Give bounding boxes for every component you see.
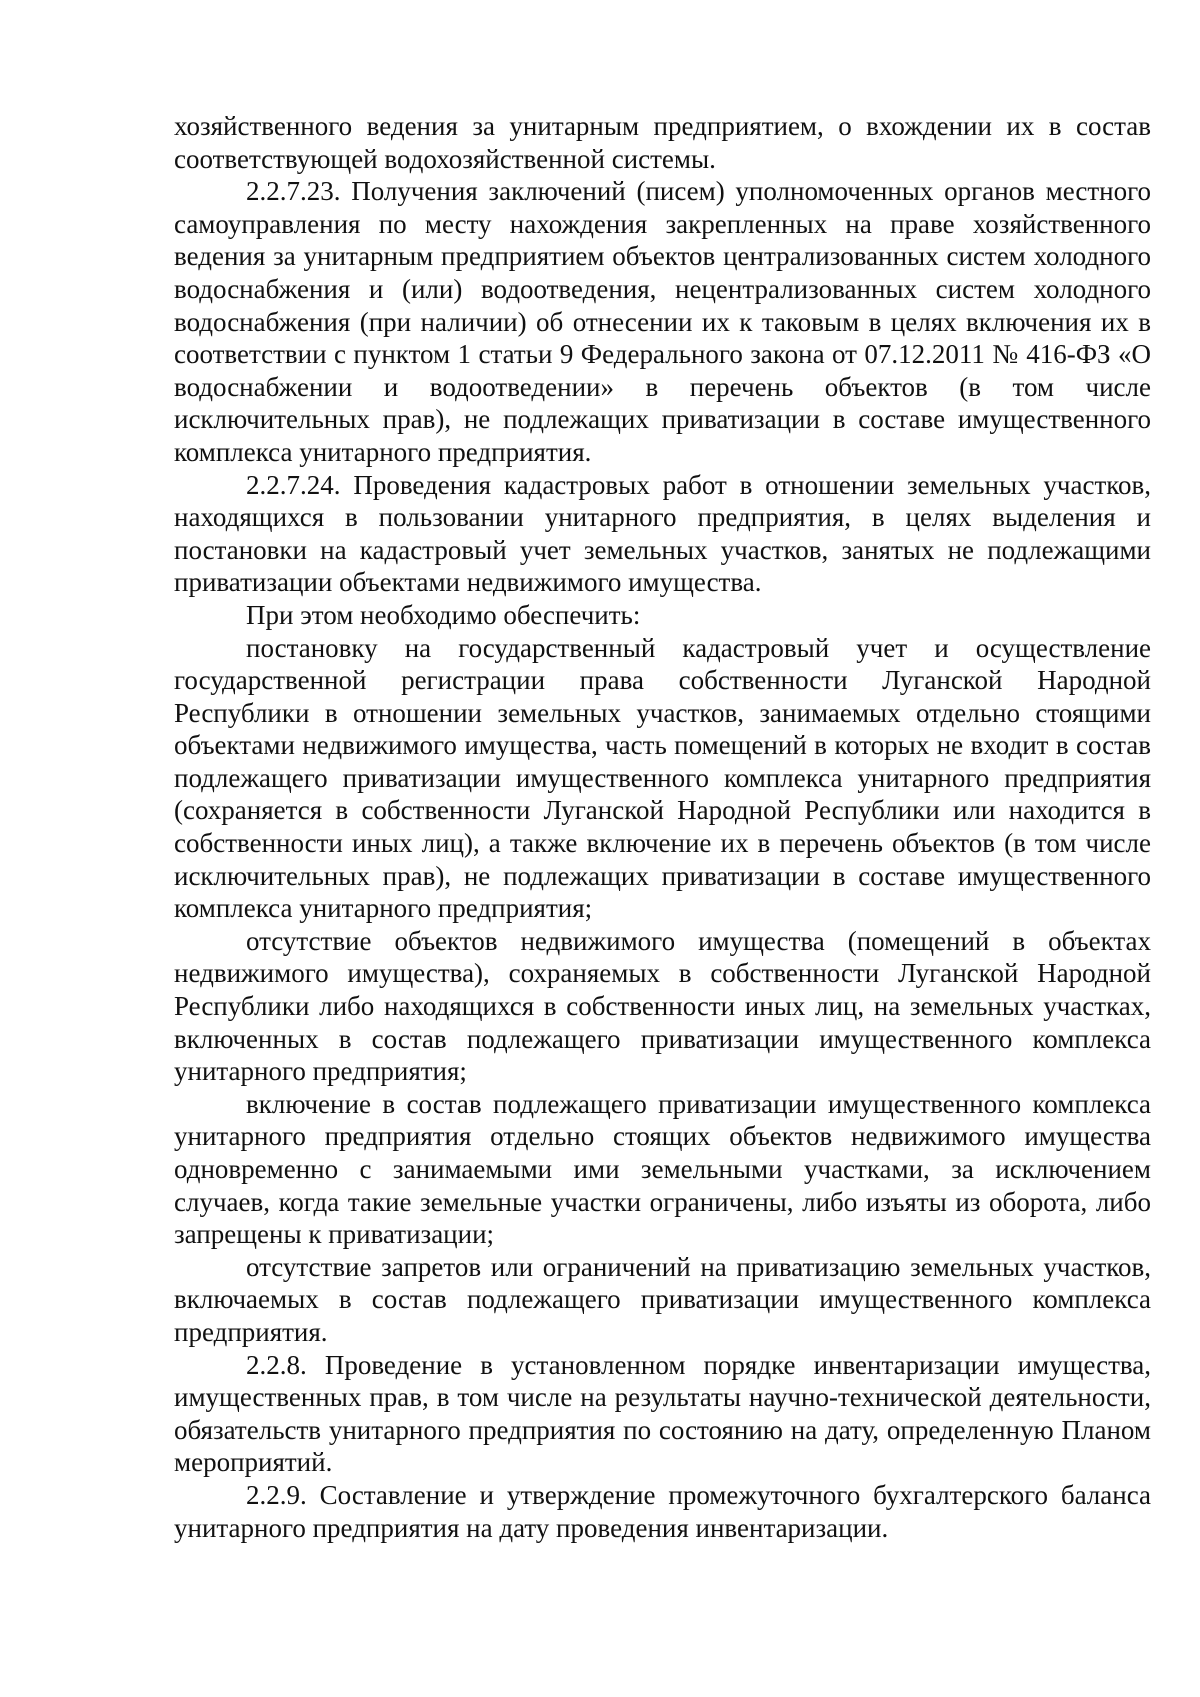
paragraph-number: 2.2.8. — [246, 1349, 307, 1380]
paragraph-number: 2.2.7.24. — [246, 469, 341, 500]
paragraph-continuation: хозяйственного ведения за унитарным предприятием, о вхождении их в состав соответствующей водохозяйственной системы. — [174, 111, 1151, 174]
paragraph-2-2-7-23 — [174, 175, 1151, 468]
list-item-no-restrictions: отсутствие запретов или ограничений на приватизацию земельных участков, включаемых в состав подлежащего приватизации имущественного комплекса предприятия. — [174, 1251, 1151, 1347]
paragraph-text: Составление и утверждение промежуточного бухгалтерского баланса унитарного предприятия на дату проведения инвентаризации. — [174, 1479, 1152, 1543]
document-body — [174, 110, 1151, 1544]
paragraph-text: Получения заключений (писем) уполномоченных органов местного самоуправления по месту нахождения закрепленных на праве хозяйственного ведения за унитарным предприятием объектов централизованных систем холодного водоснабжения и (или) водоотведения, нецентрализованных систем холодного водоснабжения (при наличии) об отнесении их к таковым в целях включения их в соответствии с пунктом 1 статьи 9 Федерального закона от 07.12.2011 № 416-ФЗ «О водоснабжении и водоотведении» в перечень объектов (в том числе исключительных прав), не подлежащих приватизации в составе имущественного комплекса унитарного предприятия. — [174, 176, 1151, 467]
paragraph-number: 2.2.9. — [246, 1479, 307, 1510]
paragraph-2-2-7-24 — [174, 469, 1151, 599]
paragraph-2-2-8 — [174, 1349, 1151, 1479]
paragraph-text: Проведение в установленном порядке инвентаризации имущества, имущественных прав, в том числе на результаты научно-технической деятельности, обязательств унитарного предприятия по состоянию на дату, определенную Планом мероприятий. — [174, 1349, 1152, 1478]
paragraph-text: Проведения кадастровых работ в отношении земельных участков, находящихся в пользовании унитарного предприятия, в целях выделения и постановки на кадастровый учет земельных участков, занятых не подлежащими приватизации объектами недвижимого имущества. — [174, 469, 1152, 598]
list-item-cadastral-registration: постановку на государственный кадастровый учет и осуществление государственной регистрации права собственности Луганской Народной Республики в отношении земельных участков, занимаемых отдельно стоящими объектами недвижимого имущества, часть помещений в которых не входит в состав подлежащего приватизации имущественного комплекса унитарного предприятия (сохраняется в собственности Луганской Народной Республики или находится в собственности иных лиц), а также включение их в перечень объектов (в том числе исключительных прав), не подлежащих приватизации в составе имущественного комплекса унитарного предприятия; — [174, 632, 1151, 924]
list-item-inclusion: включение в состав подлежащего приватизации имущественного комплекса унитарного предприятия отдельно стоящих объектов недвижимого имущества одновременно с занимаемыми ими земельными участками, за исключением случаев, когда такие земельные участки ограничены, либо изъяты из оборота, либо запрещены к приватизации; — [174, 1088, 1151, 1250]
paragraph-number: 2.2.7.23. — [246, 176, 341, 207]
paragraph-intro-ensure: При этом необходимо обеспечить: — [246, 599, 641, 630]
paragraph-2-2-9 — [174, 1479, 1151, 1544]
list-item-no-real-estate: отсутствие объектов недвижимого имущества (помещений в объектах недвижимого имущества), сохраняемых в собственности Луганской Народной Республики либо находящихся в собственности иных лиц, на земельных участках, включенных в состав подлежащего приватизации имущественного комплекса унитарного предприятия; — [174, 925, 1151, 1087]
